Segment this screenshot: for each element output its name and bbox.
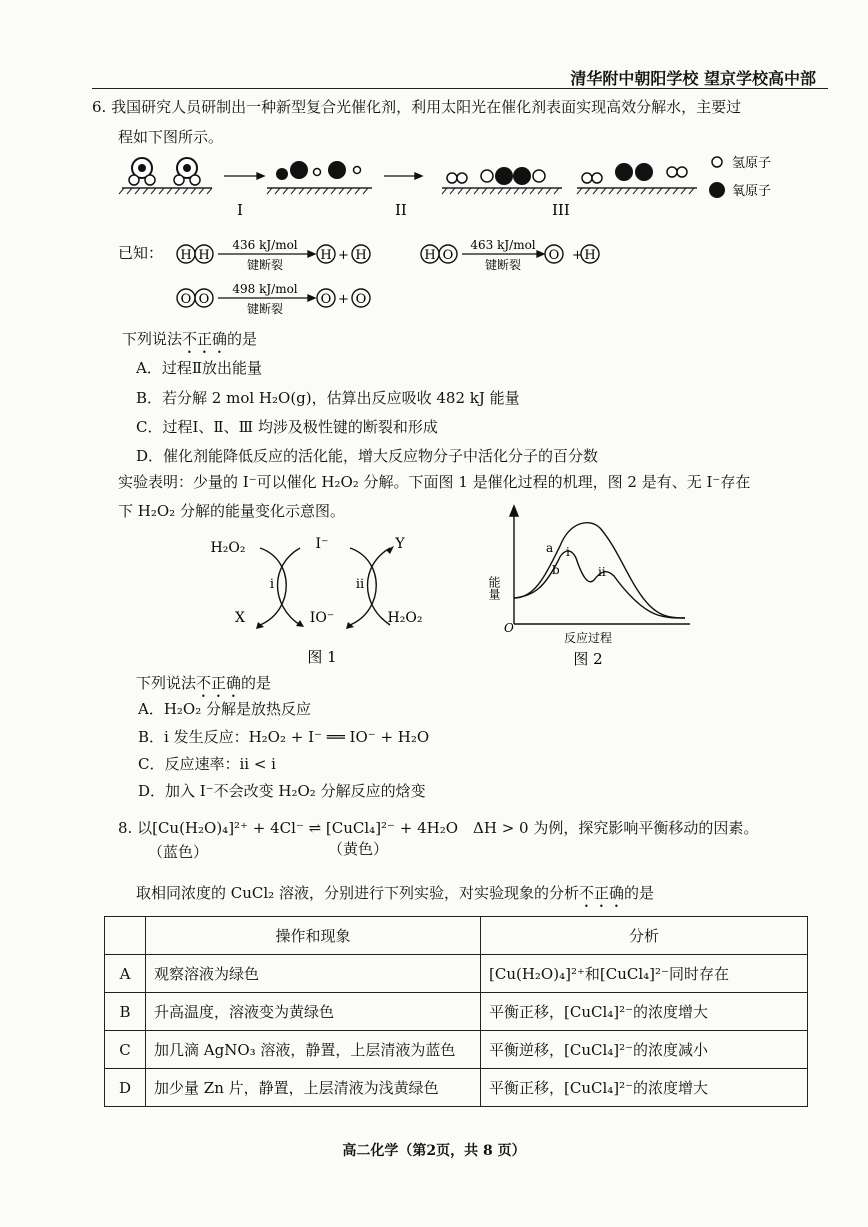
q7-option-c: C．反应速率：ii < i: [138, 755, 276, 773]
table-header-letter: [105, 917, 146, 955]
fig1-mechanism: [200, 530, 440, 670]
row-analysis: [Cu(H₂O)₄]²⁺和[CuCl₄]²⁻同时存在: [481, 955, 808, 993]
q7-prompt-emph: 不正确: [196, 674, 242, 692]
svg-text:+: +: [572, 248, 583, 263]
table-row: [105, 993, 808, 1031]
atom-o: O: [355, 292, 367, 307]
svg-text:+: +: [338, 292, 349, 307]
fig2-peak-i: i: [566, 545, 570, 559]
fig2-xlabel: 反应过程: [563, 631, 613, 645]
svg-text:+: +: [338, 248, 349, 263]
q7-stem-line1: 实验表明：少量的 I⁻可以催化 H₂O₂ 分解。下面图 1 是催化过程的机理，图 2 是有、无 I⁻存在: [118, 473, 751, 491]
stage-label-i: I: [237, 201, 243, 219]
q6-prompt: [122, 328, 257, 357]
h2-o2-product-icon: [582, 163, 687, 183]
bond-ho-action: 键断裂: [484, 258, 522, 272]
q8-stem-post: 的是: [623, 884, 654, 902]
q7-stem-line2: 下 H₂O₂ 分解的能量变化示意图。: [118, 502, 345, 520]
h2-o2-forming-icon: [447, 167, 545, 185]
bond-hh-action: 键断裂: [246, 258, 284, 272]
q8-number: 8.: [118, 819, 133, 837]
legend-o-atom: 氧原子: [732, 184, 772, 199]
q8-equation-line: [118, 817, 758, 839]
table-header-row: [105, 917, 808, 955]
stage-label-iii: III: [552, 201, 570, 219]
oxygen-atom-icon: [709, 182, 725, 198]
fig2-curve-b-label: b: [552, 563, 560, 577]
fig1-caption: 图 1: [307, 648, 337, 666]
q8-stem-pre: 取相同浓度的 CuCl₂ 溶液，分别进行下列实验，对实验现象的分析: [136, 884, 579, 902]
fig2-ylabel: 能量: [487, 576, 501, 600]
fig2-curve-b: [514, 551, 685, 618]
row-letter: C: [105, 1031, 146, 1069]
fig1-i-minus: I⁻: [315, 536, 329, 552]
q8-color-yellow: （黄色）: [328, 840, 389, 858]
row-analysis: 平衡逆移，[CuCl₄]²⁻的浓度减小: [481, 1031, 808, 1069]
q7-option-d: D．加入 I⁻不会改变 H₂O₂ 分解反应的焓变: [138, 782, 426, 800]
fig2-curve-a-label: a: [546, 541, 554, 555]
fig1-h2o2-left: H₂O₂: [210, 540, 246, 556]
row-operation: 升高温度，溶液变为黄绿色: [146, 993, 481, 1031]
atom-o: O: [548, 248, 560, 263]
q6-prompt-pre: 下列说法: [122, 330, 183, 348]
q7-prompt-post: 的是: [241, 674, 272, 692]
q6-prompt-emph: 不正确: [182, 330, 228, 348]
q6-number: 6.: [92, 98, 107, 116]
legend-h-atom: 氢原子: [732, 156, 772, 171]
atom-h: H: [198, 248, 210, 263]
bond-ho-energy: 463 kJ/mol: [470, 238, 536, 252]
bond-hh-energy: 436 kJ/mol: [232, 238, 298, 252]
row-analysis: 平衡正移，[CuCl₄]²⁻的浓度增大: [481, 993, 808, 1031]
row-letter: D: [105, 1069, 146, 1107]
q6-option-a: A．过程Ⅱ放出能量: [136, 359, 263, 377]
stage-label-ii: II: [395, 201, 407, 219]
atom-h: H: [180, 248, 192, 263]
fig1-step-i: i: [269, 577, 275, 592]
fig2-origin: O: [504, 621, 514, 635]
atom-h: H: [584, 248, 596, 263]
fig2-energy-diagram: [487, 506, 700, 676]
q8-equation: 以[Cu(H₂O)₄]²⁺ + 4Cl⁻ ⇌ [CuCl₄]²⁻ + 4H₂O ΔH > 0 为例，探究影响平衡移动的因素。: [137, 819, 759, 837]
table-row: [105, 1031, 808, 1069]
water-splitting-process-diagram: [112, 150, 812, 230]
fig1-h2o2-right: H₂O₂: [387, 610, 423, 626]
q7-prompt-pre: 下列说法: [136, 674, 197, 692]
q6-stem-text: 我国研究人员研制出一种新型复合光催化剂，利用太阳光在催化剂表面实现高效分解水，主要过: [111, 98, 742, 116]
q8-stem: [136, 882, 654, 911]
row-operation: 加少量 Zn 片，静置，上层清液为浅黄绿色: [146, 1069, 481, 1107]
bond-oo-action: 键断裂: [246, 302, 284, 316]
q7-option-a: A．H₂O₂ 分解是放热反应: [138, 700, 312, 718]
header-rule: [92, 88, 828, 89]
row-analysis: 平衡正移，[CuCl₄]²⁻的浓度增大: [481, 1069, 808, 1107]
table-header-operation: 操作和现象: [146, 917, 481, 955]
fig1-y: Y: [395, 536, 405, 552]
water-molecule-icon: [129, 158, 155, 185]
bond-oo-energy: 498 kJ/mol: [232, 282, 298, 296]
row-letter: A: [105, 955, 146, 993]
water-molecule-icon: [174, 158, 200, 185]
row-operation: 加几滴 AgNO₃ 溶液，静置，上层清液为蓝色: [146, 1031, 481, 1069]
atom-h: H: [355, 248, 367, 263]
atom-o: O: [180, 292, 192, 307]
fig2-caption: 图 2: [573, 650, 603, 668]
atom-o: O: [442, 248, 454, 263]
fig1-x: X: [235, 610, 245, 626]
hydrogen-atom-icon: [712, 157, 722, 167]
fig2-peak-ii: ii: [598, 565, 606, 579]
bond-energy-diagram: [118, 236, 718, 320]
row-letter: B: [105, 993, 146, 1031]
atom-o: O: [320, 292, 332, 307]
separated-atoms-icon: [276, 161, 361, 180]
table-header-analysis: 分析: [481, 917, 808, 955]
q6-option-c: C．过程Ⅰ、Ⅱ、Ⅲ 均涉及极性键的断裂和形成: [136, 418, 438, 436]
fig1-step-ii: ii: [355, 577, 365, 592]
q6-stem-line1: [92, 96, 741, 118]
q7-prompt: [136, 672, 271, 701]
q6-prompt-post: 的是: [227, 330, 258, 348]
q6-option-d: D．催化剂能降低反应的活化能，增大反应物分子中活化分子的百分数: [136, 447, 599, 465]
known-label: 已知：: [118, 244, 164, 262]
q8-color-blue: （蓝色）: [148, 843, 209, 861]
q8-table: [104, 916, 808, 1107]
q8-stem-emph: 不正确: [578, 884, 624, 902]
table-row: [105, 1069, 808, 1107]
row-operation: 观察溶液为绿色: [146, 955, 481, 993]
q6-stem-line2: 程如下图所示。: [118, 128, 224, 146]
q7-option-b: B．i 发生反应：H₂O₂ + I⁻ ══ IO⁻ + H₂O: [138, 728, 430, 746]
page-footer: 高二化学（第2页，共 8 页）: [342, 1143, 526, 1159]
table-row: [105, 955, 808, 993]
atom-h: H: [424, 248, 436, 263]
atom-legend: [709, 157, 725, 198]
q6-option-b: B．若分解 2 mol H₂O(g)，估算出反应吸收 482 kJ 能量: [136, 389, 520, 407]
school-header: 清华附中朝阳学校 望京学校高中部: [570, 69, 816, 88]
atom-o: O: [198, 292, 210, 307]
fig1-io-minus: IO⁻: [309, 610, 335, 626]
atom-h: H: [320, 248, 332, 263]
